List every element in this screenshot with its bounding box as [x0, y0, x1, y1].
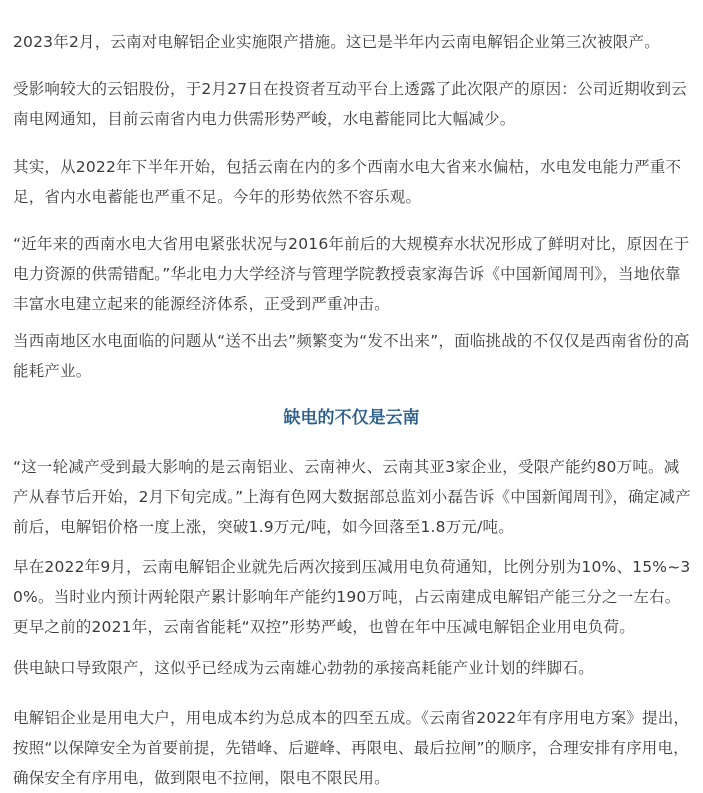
section-heading: 缺电的不仅是云南 [283, 408, 420, 428]
paragraph-8: 供电缺口导致限产，这似乎已经成为云南雄心勃勃的承接高耗能产业计划的绊脚石。 [13, 659, 594, 677]
paragraph-1: 2023年2月，云南对电解铝企业实施限产措施。这已是半年内云南电解铝企业第三次被限产。 [13, 33, 660, 51]
paragraph-3: 其实，从2022年下半年开始，包括云南在内的多个西南水电大省来水偏枯，水电发电能力严重不足，省内水电蓄能也严重不足。今年的形势依然不容乐观。 [13, 158, 682, 206]
paragraph-2: 受影响较大的云铝股份，于2月27日在投资者互动平台上透露了此次限产的原因：公司近期收到云南电网通知，目前云南省内电力供需形势严峻，水电蓄能同比大幅减少。 [13, 80, 687, 128]
paragraph-5: 当西南地区水电面临的问题从“送不出去”频繁变为“发不出来”，面临挑战的不仅仅是西南省份的高能耗产业。 [13, 332, 690, 380]
paragraph-4: “近年来的西南水电大省用电紧张状况与2016年前后的大规模弃水状况形成了鲜明对比，原因在于电力资源的供需错配。”华北电力大学经济与管理学院教授袁家海告诉《中国新闻周刊》，当地依靠丰富水电建立起来的能源经济体系，正受到严重冲击。 [13, 235, 690, 313]
paragraph-6: “这一轮减产受到最大影响的是云南铝业、云南神火、云南其亚3家企业，受限产能约80万吨。减产从春节后开始，2月下旬完成。”上海有色网大数据部总监刘小磊告诉《中国新闻周刊》，确定减产前后，电解铝价格一度上涨，突破1.9万元/吨，如今回落至1.8万元/吨。 [13, 458, 691, 536]
paragraph-9: 电解铝企业是用电大户，用电成本约为总成本的四至五成。《云南省2022年有序用电方案》提出，按照“以保障安全为首要前提，先错峰、后避峰、再限电、最后拉闸”的顺序，合理安排有序用电，确保安全有序用电，做到限电不拉闸，限电不限民用。 [13, 709, 690, 787]
paragraph-7: 早在2022年9月，云南电解铝企业就先后两次接到压减用电负荷通知，比例分别为10%、15%~30%。当时业内预计两轮限产累计影响年产能约190万吨，占云南建成电解铝产能三分之一左右。更早之前的2021年，云南省能耗“双控”形势严峻，也曾在年中压减电解铝企业用电负荷。 [13, 558, 691, 636]
